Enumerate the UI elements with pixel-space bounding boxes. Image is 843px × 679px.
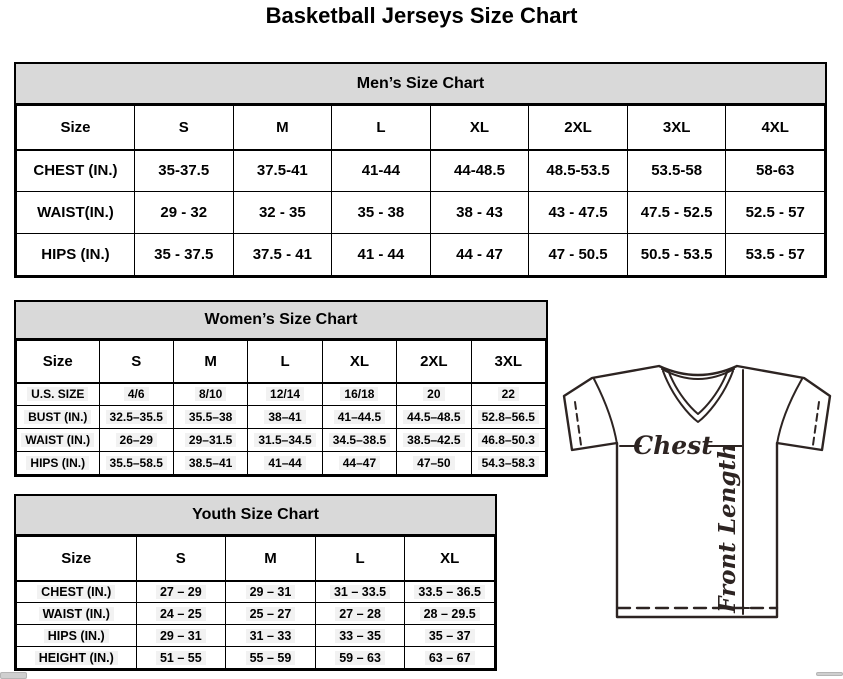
- measurement-row: [17, 406, 546, 429]
- mens-size-chart-table: [14, 62, 827, 278]
- horizontal-scrollbar-thumb-right[interactable]: [816, 672, 843, 676]
- measurement-value: 35.5–38: [173, 406, 247, 429]
- size-column-header: L: [332, 106, 431, 150]
- chest-label: Chest: [633, 431, 713, 460]
- measurement-value: 44.5–48.5: [397, 406, 471, 429]
- measurement-value: 38.5–41: [173, 452, 247, 475]
- measurement-value: 22: [471, 383, 545, 406]
- measurement-label: WAIST (IN.): [17, 429, 100, 452]
- measurement-value: 41 - 44: [332, 234, 431, 276]
- measurement-value: 29 – 31: [226, 581, 316, 603]
- womens-size-chart-table: [14, 300, 548, 477]
- measurement-value: 29 - 32: [134, 192, 233, 234]
- measurement-value: 28 – 29.5: [405, 603, 495, 625]
- size-column-header: XL: [430, 106, 529, 150]
- measurement-value: 33.5 – 36.5: [405, 581, 495, 603]
- measurement-value: 4/6: [99, 383, 173, 406]
- measurement-label: U.S. SIZE: [17, 383, 100, 406]
- measurement-value: 63 – 67: [405, 647, 495, 669]
- measurement-value: 27 – 29: [136, 581, 226, 603]
- size-header-row: [17, 341, 546, 383]
- measurement-value: 38–41: [248, 406, 322, 429]
- measurement-value: 16/18: [322, 383, 396, 406]
- measurement-value: 58-63: [726, 150, 825, 192]
- measurement-value: 43 - 47.5: [529, 192, 628, 234]
- measurement-value: 48.5-53.5: [529, 150, 628, 192]
- measurement-label: HIPS (IN.): [17, 234, 135, 276]
- measurement-value: 27 – 28: [315, 603, 405, 625]
- measurement-value: 55 – 59: [226, 647, 316, 669]
- measurement-value: 35 - 38: [332, 192, 431, 234]
- measurement-value: 41–44.5: [322, 406, 396, 429]
- measurement-row: [17, 625, 495, 647]
- size-column-header: 2XL: [529, 106, 628, 150]
- measurement-value: 29 – 31: [136, 625, 226, 647]
- size-column-header: 3XL: [471, 341, 545, 383]
- measurement-label: HEIGHT (IN.): [17, 647, 137, 669]
- measurement-value: 35-37.5: [134, 150, 233, 192]
- size-column-header: 3XL: [627, 106, 726, 150]
- measurement-value: 33 – 35: [315, 625, 405, 647]
- measurement-value: 24 – 25: [136, 603, 226, 625]
- size-column-header: S: [99, 341, 173, 383]
- measurement-value: 46.8–50.3: [471, 429, 545, 452]
- measurement-value: 32 - 35: [233, 192, 332, 234]
- measurement-row: [17, 452, 546, 475]
- size-column-header: 4XL: [726, 106, 825, 150]
- front-length-label: Front Length: [714, 443, 741, 613]
- measurement-label: WAIST(IN.): [17, 192, 135, 234]
- size-column-header: 2XL: [397, 341, 471, 383]
- womens-chart-title: Women’s Size Chart: [16, 302, 546, 340]
- measurement-value: 41-44: [332, 150, 431, 192]
- size-column-header: M: [226, 537, 316, 581]
- measurement-value: 44 - 47: [430, 234, 529, 276]
- size-column-header: L: [248, 341, 322, 383]
- youth-size-chart-table: [14, 494, 497, 671]
- measurement-value: 29–31.5: [173, 429, 247, 452]
- measurement-value: 44-48.5: [430, 150, 529, 192]
- measurement-value: 31 – 33.5: [315, 581, 405, 603]
- measurement-value: 51 – 55: [136, 647, 226, 669]
- measurement-value: 47–50: [397, 452, 471, 475]
- measurement-value: 38.5–42.5: [397, 429, 471, 452]
- measurement-value: 32.5–35.5: [99, 406, 173, 429]
- mens-chart-title: Men’s Size Chart: [16, 64, 825, 105]
- measurement-label: CHEST (IN.): [17, 150, 135, 192]
- measurement-value: 47 - 50.5: [529, 234, 628, 276]
- measurement-value: 26–29: [99, 429, 173, 452]
- mens-table: [16, 105, 825, 276]
- measurement-row: [17, 383, 546, 406]
- measurement-value: 44–47: [322, 452, 396, 475]
- measurement-value: 12/14: [248, 383, 322, 406]
- measurement-label: WAIST (IN.): [17, 603, 137, 625]
- measurement-value: 52.8–56.5: [471, 406, 545, 429]
- measurement-value: 53.5 - 57: [726, 234, 825, 276]
- measurement-value: 53.5-58: [627, 150, 726, 192]
- youth-chart-title: Youth Size Chart: [16, 496, 495, 536]
- measurement-value: 59 – 63: [315, 647, 405, 669]
- size-column-header: S: [136, 537, 226, 581]
- size-column-label: Size: [17, 106, 135, 150]
- measurement-row: [17, 429, 546, 452]
- size-column-header: XL: [322, 341, 396, 383]
- measurement-value: 31 – 33: [226, 625, 316, 647]
- size-header-row: [17, 106, 825, 150]
- measurement-value: 50.5 - 53.5: [627, 234, 726, 276]
- measurement-value: 47.5 - 52.5: [627, 192, 726, 234]
- measurement-row: [17, 581, 495, 603]
- size-column-header: M: [173, 341, 247, 383]
- jersey-diagram-svg: [556, 356, 838, 668]
- measurement-value: 8/10: [173, 383, 247, 406]
- womens-table: [16, 340, 546, 475]
- measurement-value: 35.5–58.5: [99, 452, 173, 475]
- measurement-row: [17, 150, 825, 192]
- measurement-row: [17, 647, 495, 669]
- measurement-row: [17, 603, 495, 625]
- size-column-header: L: [315, 537, 405, 581]
- measurement-value: 20: [397, 383, 471, 406]
- size-header-row: [17, 537, 495, 581]
- measurement-value: 54.3–58.3: [471, 452, 545, 475]
- measurement-value: 31.5–34.5: [248, 429, 322, 452]
- measurement-value: 37.5 - 41: [233, 234, 332, 276]
- page-title: Basketball Jerseys Size Chart: [265, 3, 578, 28]
- measurement-value: 35 – 37: [405, 625, 495, 647]
- measurement-value: 52.5 - 57: [726, 192, 825, 234]
- measurement-value: 34.5–38.5: [322, 429, 396, 452]
- measurement-value: 38 - 43: [430, 192, 529, 234]
- size-column-header: XL: [405, 537, 495, 581]
- measurement-row: [17, 192, 825, 234]
- size-column-header: M: [233, 106, 332, 150]
- youth-table: [16, 536, 495, 669]
- measurement-row: [17, 234, 825, 276]
- measurement-value: 35 - 37.5: [134, 234, 233, 276]
- size-column-label: Size: [17, 537, 137, 581]
- size-column-label: Size: [17, 341, 100, 383]
- measurement-label: BUST (IN.): [17, 406, 100, 429]
- measurement-label: HIPS (IN.): [17, 625, 137, 647]
- measurement-value: 25 – 27: [226, 603, 316, 625]
- measurement-value: 41–44: [248, 452, 322, 475]
- size-column-header: S: [134, 106, 233, 150]
- horizontal-scrollbar-thumb-left[interactable]: [0, 672, 27, 679]
- measurement-label: CHEST (IN.): [17, 581, 137, 603]
- measurement-label: HIPS (IN.): [17, 452, 100, 475]
- jersey-measurement-diagram: [556, 356, 838, 668]
- measurement-value: 37.5-41: [233, 150, 332, 192]
